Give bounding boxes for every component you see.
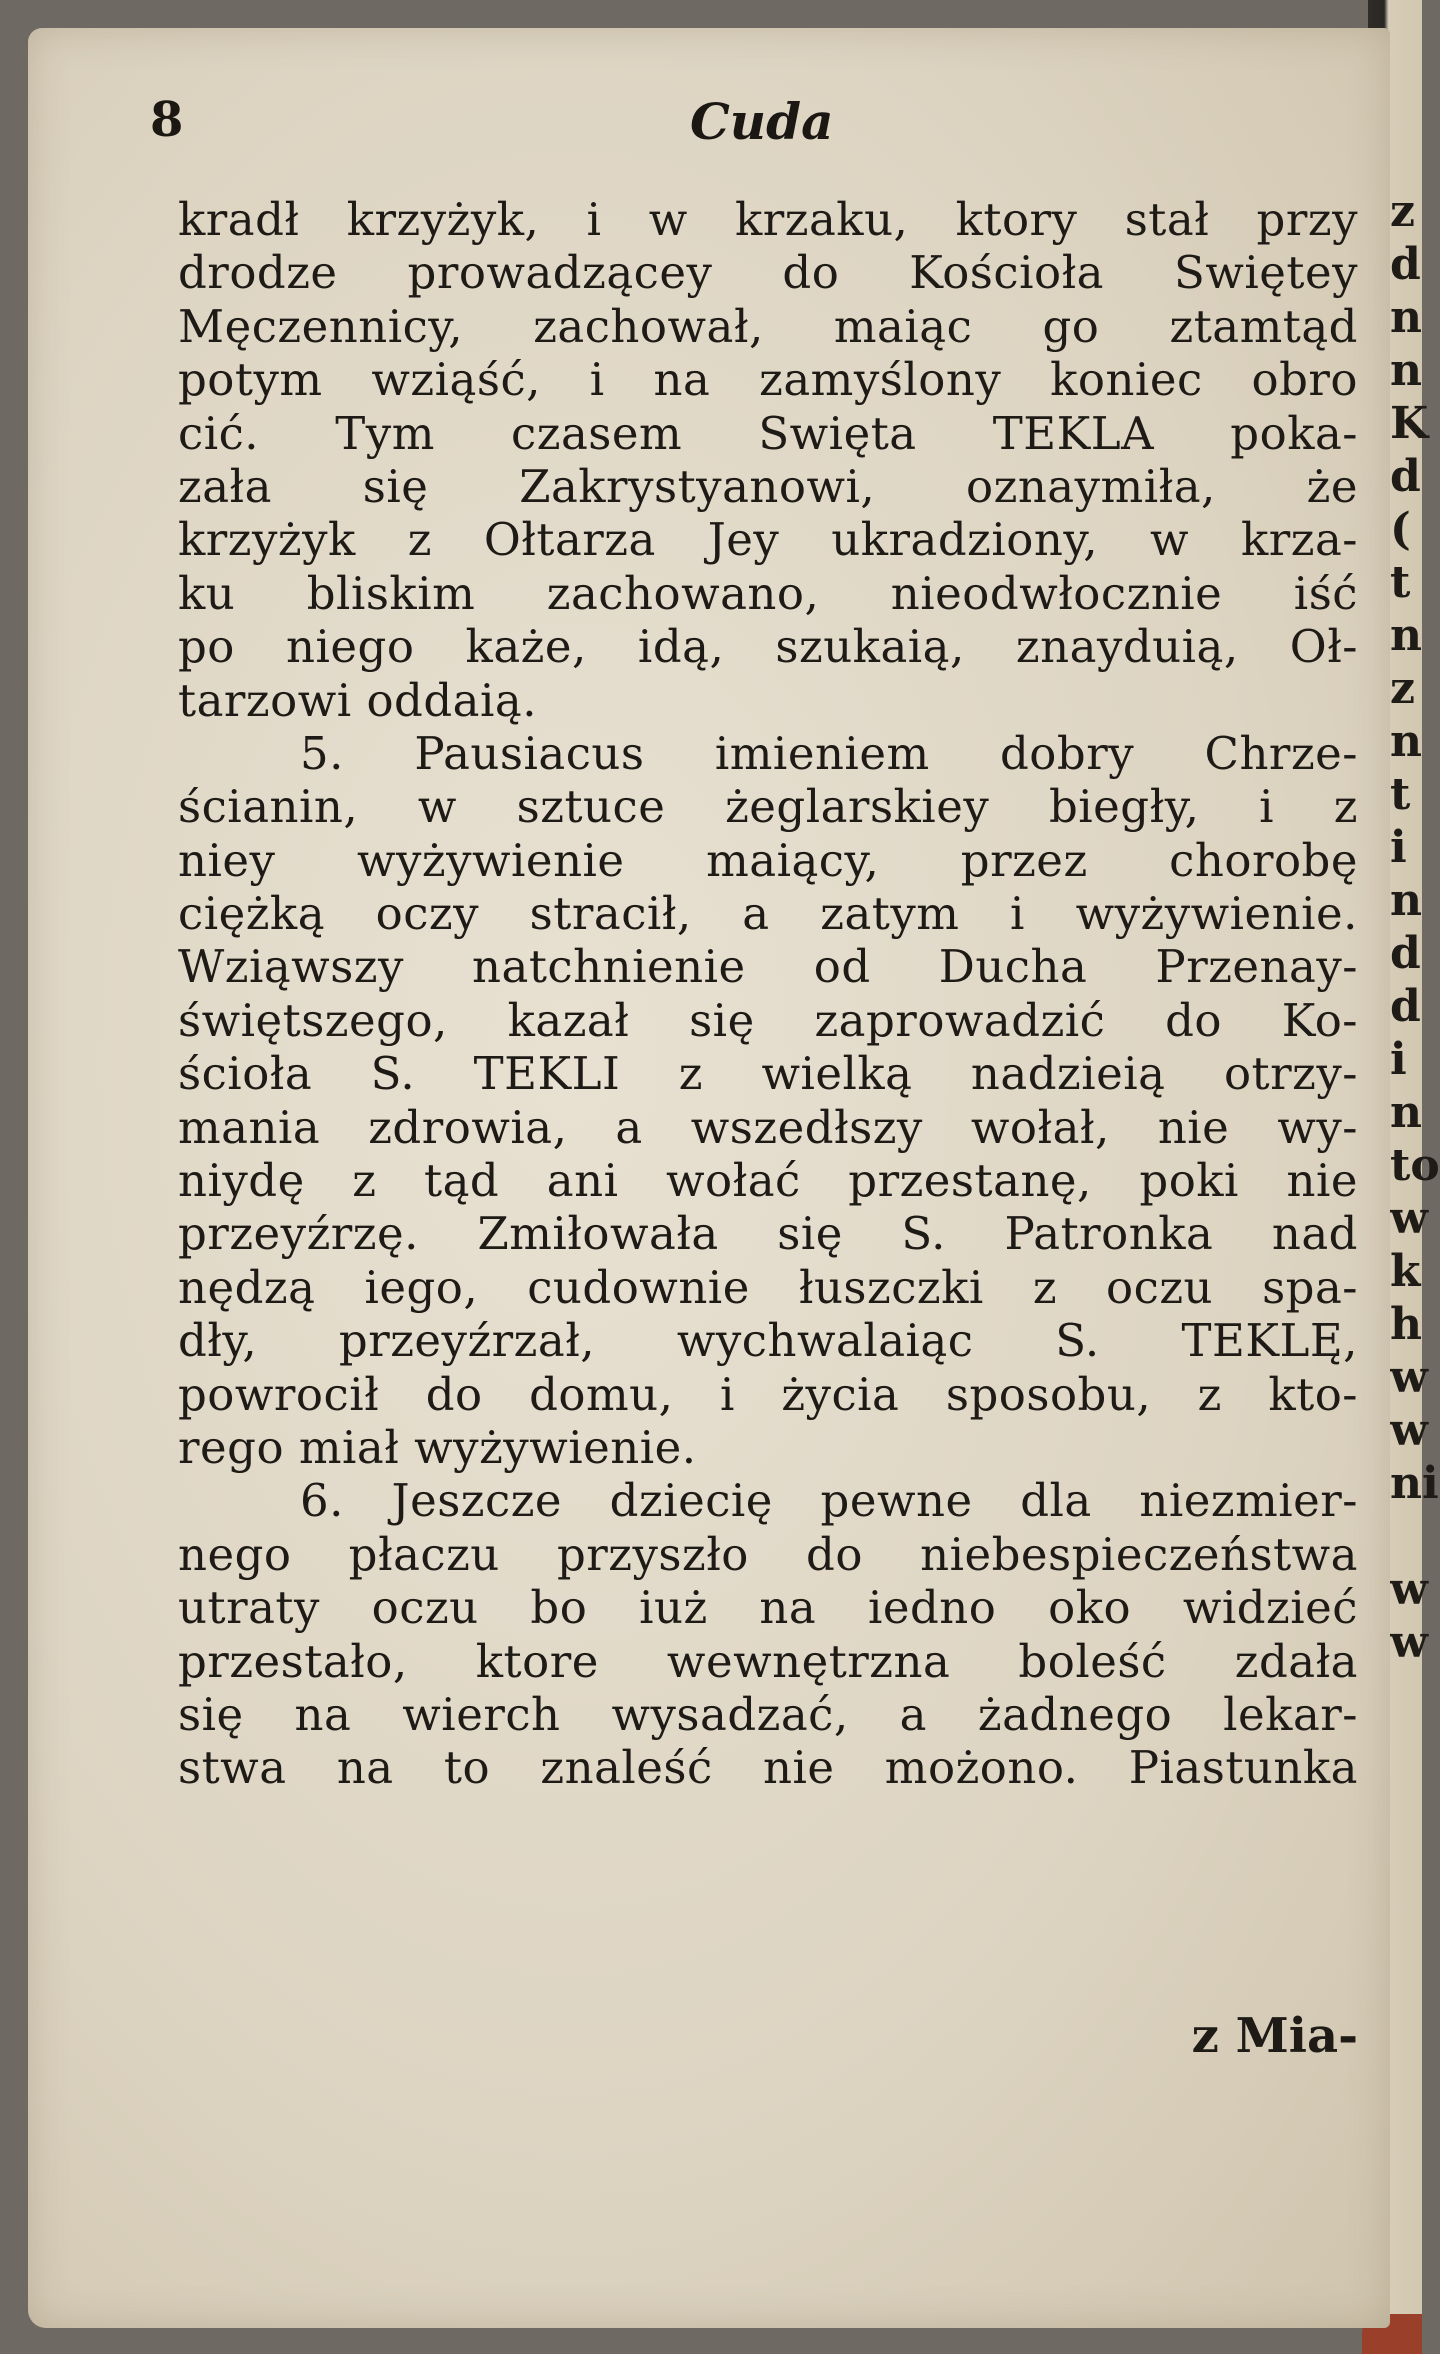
facing-fragment: w: [1390, 1617, 1428, 1668]
facing-fragment: d: [1390, 239, 1421, 290]
text-line: drodze prowadzącey do Kościoła Swiętey: [178, 246, 1358, 300]
body-text: [178, 193, 1358, 1795]
facing-fragment: (: [1390, 504, 1411, 555]
facing-fragment: [1390, 1722, 1430, 1775]
text-line: tarzowi oddaią.: [178, 673, 537, 727]
text-line: rego miał wyżywienie.: [178, 1420, 697, 1474]
facing-fragment: d: [1390, 451, 1421, 502]
text-line: Wziąwszy natchnienie od Ducha Przenay-: [178, 940, 1358, 994]
facing-fragment: t: [1390, 557, 1411, 608]
facing-fragment: w: [1390, 1193, 1428, 1244]
text-line: Męczennicy, zachował, maiąc go ztamtąd: [178, 299, 1358, 353]
facing-fragment: ni: [1390, 1458, 1439, 1509]
text-line: potym wziąść, i na zamyślony koniec obro: [178, 353, 1358, 407]
text-line: nędzą iego, cudownie łuszczki z oczu spa-: [178, 1260, 1358, 1314]
text-line: dły, przeyźrzał, wychwalaiąc S. TEKLĘ,: [178, 1314, 1358, 1368]
text-line: ścioła S. TEKLI z wielką nadzieią otrzy-: [178, 1047, 1358, 1101]
facing-fragment: h: [1390, 1299, 1422, 1350]
facing-fragment: w: [1390, 1564, 1428, 1615]
facing-fragment: [1390, 1510, 1430, 1563]
text-line: kradł krzyżyk, i w krzaku, ktory stał przy: [178, 193, 1358, 246]
facing-page-text-fragments: [1390, 185, 1440, 1775]
text-line: przeyźrzę. Zmiłowała się S. Patronka nad: [178, 1207, 1358, 1261]
text-line: niydę z tąd ani wołać przestanę, poki nie: [178, 1154, 1358, 1208]
facing-fragment: z: [1390, 186, 1415, 237]
facing-fragment: n: [1390, 716, 1422, 767]
text-line: po niego każe, idą, szukaią, znayduią, Oł-: [178, 620, 1358, 674]
text-line: nego płaczu przyszło do niebespieczeństwa: [178, 1527, 1358, 1581]
facing-fragment: n: [1390, 345, 1422, 396]
facing-fragment: n: [1390, 1087, 1422, 1138]
text-line: krzyżyk z Ołtarza Jey ukradziony, w krza-: [178, 513, 1358, 567]
facing-fragment: k: [1390, 1246, 1421, 1297]
text-line: ku bliskim zachowano, nieodwłocznie iść: [178, 566, 1358, 620]
facing-fragment: w: [1390, 1352, 1428, 1403]
facing-fragment: i: [1390, 1034, 1407, 1085]
page-number: 8: [150, 92, 184, 148]
text-line: 5. Pausiacus imieniem dobry Chrze-: [300, 726, 1358, 780]
facing-fragment: t: [1390, 769, 1411, 820]
text-line: cić. Tym czasem Swięta TEKLA poka-: [178, 406, 1358, 460]
text-line: zała się Zakrystyanowi, oznaymiła, że: [178, 459, 1358, 513]
facing-fragment: n: [1390, 610, 1422, 661]
facing-fragment: [1390, 1669, 1430, 1722]
facing-fragment: d: [1390, 981, 1421, 1032]
facing-fragment: to: [1390, 1140, 1440, 1191]
text-line: świętszego, kazał się zaprowadzić do Ko-: [178, 993, 1358, 1047]
text-line: niey wyżywienie maiący, przez chorobę: [178, 833, 1358, 887]
facing-fragment: z: [1390, 663, 1415, 714]
text-line: powrocił do domu, i życia sposobu, z kto-: [178, 1367, 1358, 1421]
text-line: ścianin, w sztuce żeglarskiey biegły, i z: [178, 780, 1358, 834]
page-header: [150, 92, 1360, 152]
catchword: z Mia-: [1191, 2008, 1358, 2064]
facing-fragment: n: [1390, 292, 1422, 343]
text-line: 6. Jeszcze dziecię pewne dla niezmier-: [300, 1474, 1358, 1528]
facing-fragment: K: [1390, 398, 1429, 449]
facing-fragment: d: [1390, 928, 1421, 979]
facing-fragment: w: [1390, 1405, 1428, 1456]
text-line: przestało, ktore wewnętrzna boleść zdała: [178, 1634, 1358, 1688]
facing-fragment: n: [1390, 875, 1422, 926]
running-title: Cuda: [690, 92, 834, 151]
text-line: się na wierch wysadzać, a żadnego lekar-: [178, 1687, 1358, 1741]
catchword-line: [178, 2008, 1358, 2068]
text-line: stwa na to znaleść nie możono. Piastunka: [178, 1741, 1358, 1795]
text-line: utraty oczu bo iuż na iedno oko widzieć: [178, 1581, 1358, 1635]
facing-fragment: i: [1390, 822, 1407, 873]
text-line: ciężką oczy stracił, a zatym i wyżywienie.: [178, 887, 1358, 941]
text-line: mania zdrowia, a wszedłszy wołał, nie wy-: [178, 1100, 1358, 1154]
